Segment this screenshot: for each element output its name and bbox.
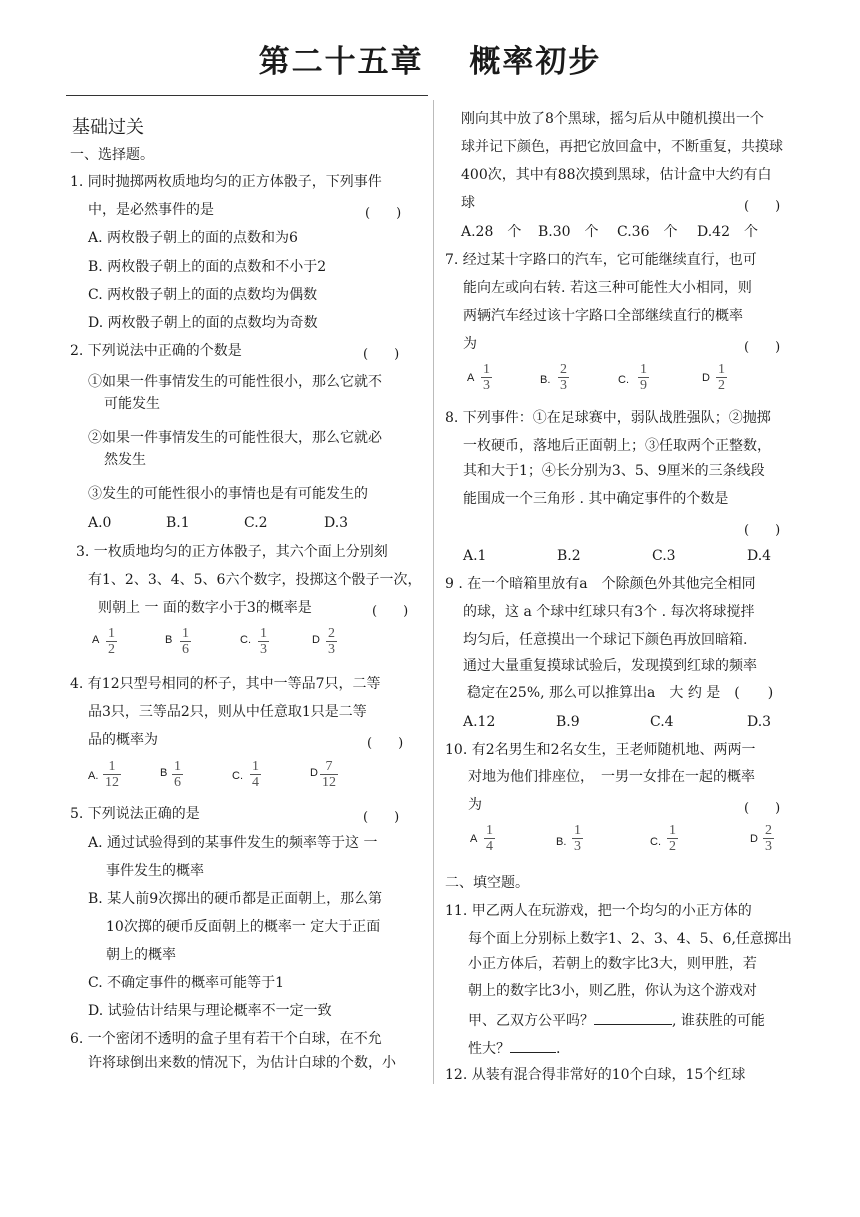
q7-line: 能向左或向右转. 若这三种可能性大小相同，则 — [463, 280, 752, 296]
q1-line: 1. 同时抛掷两枚质地均匀的正方体骰子，下列事件 — [70, 174, 382, 190]
q5-option-a: 事件发生的概率 — [106, 863, 204, 879]
q9-option-c: C.4 — [650, 714, 674, 730]
q4-line: 4. 有12只型号相同的杯子，其中一等品7只，二等 — [70, 676, 381, 692]
q2-statement: ③发生的可能性很小的事情也是有可能发生的 — [88, 486, 368, 502]
answer-bracket: ( ) — [367, 736, 404, 751]
q5-option-a: A. 通过试验得到的某事件发生的频率等于这 一 — [88, 835, 378, 851]
q9-line: 9 . 在一个暗箱里放有a 个除颜色外其他完全相同 — [445, 576, 756, 592]
q1-option-a: A. 两枚骰子朝上的面的点数和为6 — [88, 230, 298, 246]
title-underline — [66, 95, 428, 96]
q8-line: 其和大于1；④长分别为3、5、9厘米的三条线段 — [463, 463, 765, 479]
q4-fraction-b: $\frac{1}{6}$ — [174, 759, 181, 790]
q6-option-a: A.28 个 — [461, 224, 522, 240]
q2-option-c: C.2 — [244, 515, 268, 531]
option-label: A — [92, 634, 100, 646]
q2-line: 2. 下列说法中正确的个数是 — [70, 343, 242, 359]
q8-line: 能围成一个三角形 . 其中确定事件的个数是 — [463, 491, 729, 507]
column-divider — [433, 100, 434, 1084]
fill-blank[interactable] — [510, 1038, 556, 1053]
q5-option-b: B. 某人前9次掷出的硬币都是正面朝上，那么第 — [88, 891, 383, 907]
q7-fraction-b: $\frac{2}{3}$ — [560, 362, 567, 393]
option-label: B. — [556, 836, 567, 848]
q1-line: 中，是必然事件的是 — [88, 202, 214, 218]
answer-bracket: ( ) — [744, 199, 781, 214]
q1-option-c: C. 两枚骰子朝上的面的点数均为偶数 — [88, 287, 318, 303]
q10-fraction-c: $\frac{1}{2}$ — [669, 823, 676, 854]
q8-line: 一枚硬币，落地后正面朝上；③任取两个正整数， — [463, 438, 771, 454]
q2-statement: ②如果一件事情发生的可能性很大，那么它就必 — [88, 430, 382, 446]
q2-statement: ①如果一件事情发生的可能性很小，那么它就不 — [88, 374, 382, 390]
option-label: D — [750, 833, 758, 845]
q4-fraction-c: $\frac{1}{4}$ — [252, 759, 259, 790]
q11-line — [468, 1010, 765, 1030]
q10-fraction-a: $\frac{1}{4}$ — [486, 823, 493, 854]
q11-text: . — [556, 1041, 561, 1057]
q3-fraction-d: $\frac{2}{3}$ — [328, 626, 335, 657]
q6-line: 刚向其中放了8个黑球，摇匀后从中随机摸出一个 — [461, 111, 764, 127]
page-title: 第二十五章 概率初步 — [258, 44, 602, 80]
q11-line — [468, 1038, 560, 1058]
q8-line: 8. 下列事件：①在足球赛中，弱队战胜强队；②抛掷 — [445, 410, 771, 426]
q2-option-d: D.3 — [324, 515, 349, 531]
answer-bracket: ( ) — [744, 801, 781, 816]
q3-fraction-a: $\frac{1}{2}$ — [108, 626, 115, 657]
option-label: D — [312, 634, 320, 646]
q11-line: 11. 甲乙两人在玩游戏，把一个均匀的小正方体的 — [445, 903, 752, 919]
q8-option-c: C.3 — [652, 548, 676, 564]
part-heading: 二、填空题。 — [445, 875, 529, 891]
q10-line: 对地为他们排座位， 一男一女排在一起的概率 — [468, 769, 755, 785]
q11-line: 每个面上分别标上数字1、2、3、4、5、6,任意掷出 — [468, 931, 792, 947]
q9-option-b: B.9 — [556, 714, 580, 730]
q11-text: 性大？ — [468, 1041, 510, 1057]
option-label: C. — [618, 374, 629, 386]
q7-line: 7. 经过某十字路口的汽车，它可能继续直行，也可 — [445, 252, 757, 268]
section-heading: 基础过关 — [72, 117, 144, 138]
q11-text: , 谁获胜的可能 — [672, 1013, 765, 1029]
q4-fraction-d: $\frac{7}{12}$ — [322, 759, 336, 790]
q6-line: 6. 一个密闭不透明的盒子里有若干个白球，在不允 — [70, 1031, 382, 1047]
q5-option-b: 10次掷的硬币反面朝上的概率一 定大于正面 — [106, 919, 381, 935]
q5-option-d: D. 试验估计结果与理论概率不一定一致 — [88, 1003, 332, 1019]
q6-line: 400次，其中有88次摸到黑球，估计盒中大约有白 — [461, 167, 772, 183]
q3-line: 3. 一枚质地均匀的正方体骰子，其六个面上分别刻 — [76, 544, 388, 560]
option-label: B — [160, 767, 168, 779]
q6-line: 许将球倒出来数的情况下，为估计白球的个数，小 — [88, 1055, 396, 1071]
q7-line: 为 — [463, 336, 477, 352]
q2-option-a: A.0 — [88, 515, 112, 531]
option-label: A. — [88, 770, 99, 782]
q10-fraction-d: $\frac{2}{3}$ — [765, 823, 772, 854]
option-label: B — [165, 634, 173, 646]
q5-option-b: 朝上的概率 — [106, 947, 176, 963]
q5-line: 5. 下列说法正确的是 — [70, 806, 200, 822]
q6-line: 球 — [461, 195, 475, 211]
q8-option-d: D.4 — [747, 548, 772, 564]
q1-option-b: B. 两枚骰子朝上的面的点数和不小于2 — [88, 259, 327, 275]
q1-option-d: D. 两枚骰子朝上的面的点数均为奇数 — [88, 315, 318, 331]
part-heading: 一、选择题。 — [70, 147, 154, 163]
option-label: A — [467, 372, 475, 384]
q12-line: 12. 从装有混合得非常好的10个白球，15个红球 — [445, 1067, 746, 1083]
q6-line: 球并记下颜色，再把它放回盒中，不断重复，共摸球 — [461, 139, 783, 155]
q4-line: 品的概率为 — [88, 732, 158, 748]
q9-option-d: D.3 — [747, 714, 772, 730]
q3-fraction-c: $\frac{1}{3}$ — [260, 626, 267, 657]
answer-bracket: ( ) — [744, 340, 781, 355]
fill-blank[interactable] — [594, 1010, 672, 1025]
q9-line: 均匀后，任意摸出一个球记下颜色再放回暗箱. — [463, 632, 748, 648]
option-label: B. — [540, 374, 551, 386]
q9-line: 的球，这 a 个球中红球只有3个 . 每次将球搅拌 — [463, 604, 755, 620]
q9-line: 通过大量重复摸球试验后，发现摸到红球的频率 — [463, 658, 757, 674]
option-label: A — [470, 833, 478, 845]
option-label: D — [310, 767, 318, 779]
q3-line: 有1、2、3、4、5、6六个数字，投掷这个骰子一次， — [88, 572, 422, 588]
q8-option-a: A.1 — [463, 548, 487, 564]
option-label: C. — [650, 836, 661, 848]
option-label: C. — [232, 770, 243, 782]
q7-line: 两辆汽车经过该十字路口全部继续直行的概率 — [463, 308, 743, 324]
answer-bracket: ( ) — [363, 347, 400, 362]
answer-bracket: ( ) — [363, 810, 400, 825]
q7-fraction-a: $\frac{1}{3}$ — [483, 362, 490, 393]
q11-line: 小正方体后，若朝上的数字比3大，则甲胜，若 — [468, 956, 757, 972]
q2-option-b: B.1 — [166, 515, 190, 531]
q6-option-d: D.42 个 — [697, 224, 758, 240]
q8-option-b: B.2 — [557, 548, 581, 564]
q4-fraction-a: $\frac{1}{12}$ — [105, 759, 119, 790]
answer-bracket: ( ) — [372, 604, 409, 619]
q3-line: 则朝上 一 面的数字小于3的概率是 — [98, 600, 312, 616]
q5-option-c: C. 不确定事件的概率可能等于1 — [88, 975, 285, 991]
q2-statement: 然发生 — [104, 452, 146, 468]
q11-text: 甲、乙双方公平吗？ — [468, 1013, 594, 1029]
q6-option-b: B.30 个 — [538, 224, 599, 240]
q2-statement: 可能发生 — [104, 396, 160, 412]
q4-line: 品3只，三等品2只，则从中任意取1只是二等 — [88, 704, 367, 720]
q9-line: 稳定在25%, 那么可以推算出a 大 约 是 ( ) — [467, 685, 774, 701]
option-label: D — [702, 372, 710, 384]
q7-fraction-c: $\frac{1}{9}$ — [640, 362, 647, 393]
q6-option-c: C.36 个 — [617, 224, 678, 240]
q9-option-a: A.12 — [463, 714, 496, 730]
q10-fraction-b: $\frac{1}{3}$ — [574, 823, 581, 854]
q3-fraction-b: $\frac{1}{6}$ — [182, 626, 189, 657]
q10-line: 为 — [468, 797, 482, 813]
q7-fraction-d: $\frac{1}{2}$ — [718, 362, 725, 393]
q11-line: 朝上的数字比3小，则乙胜，你认为这个游戏对 — [468, 983, 757, 999]
answer-bracket: ( ) — [744, 523, 781, 538]
option-label: C. — [240, 634, 251, 646]
q10-line: 10. 有2名男生和2名女生，王老师随机地、两两一 — [445, 742, 756, 758]
answer-bracket: ( ) — [365, 206, 402, 221]
